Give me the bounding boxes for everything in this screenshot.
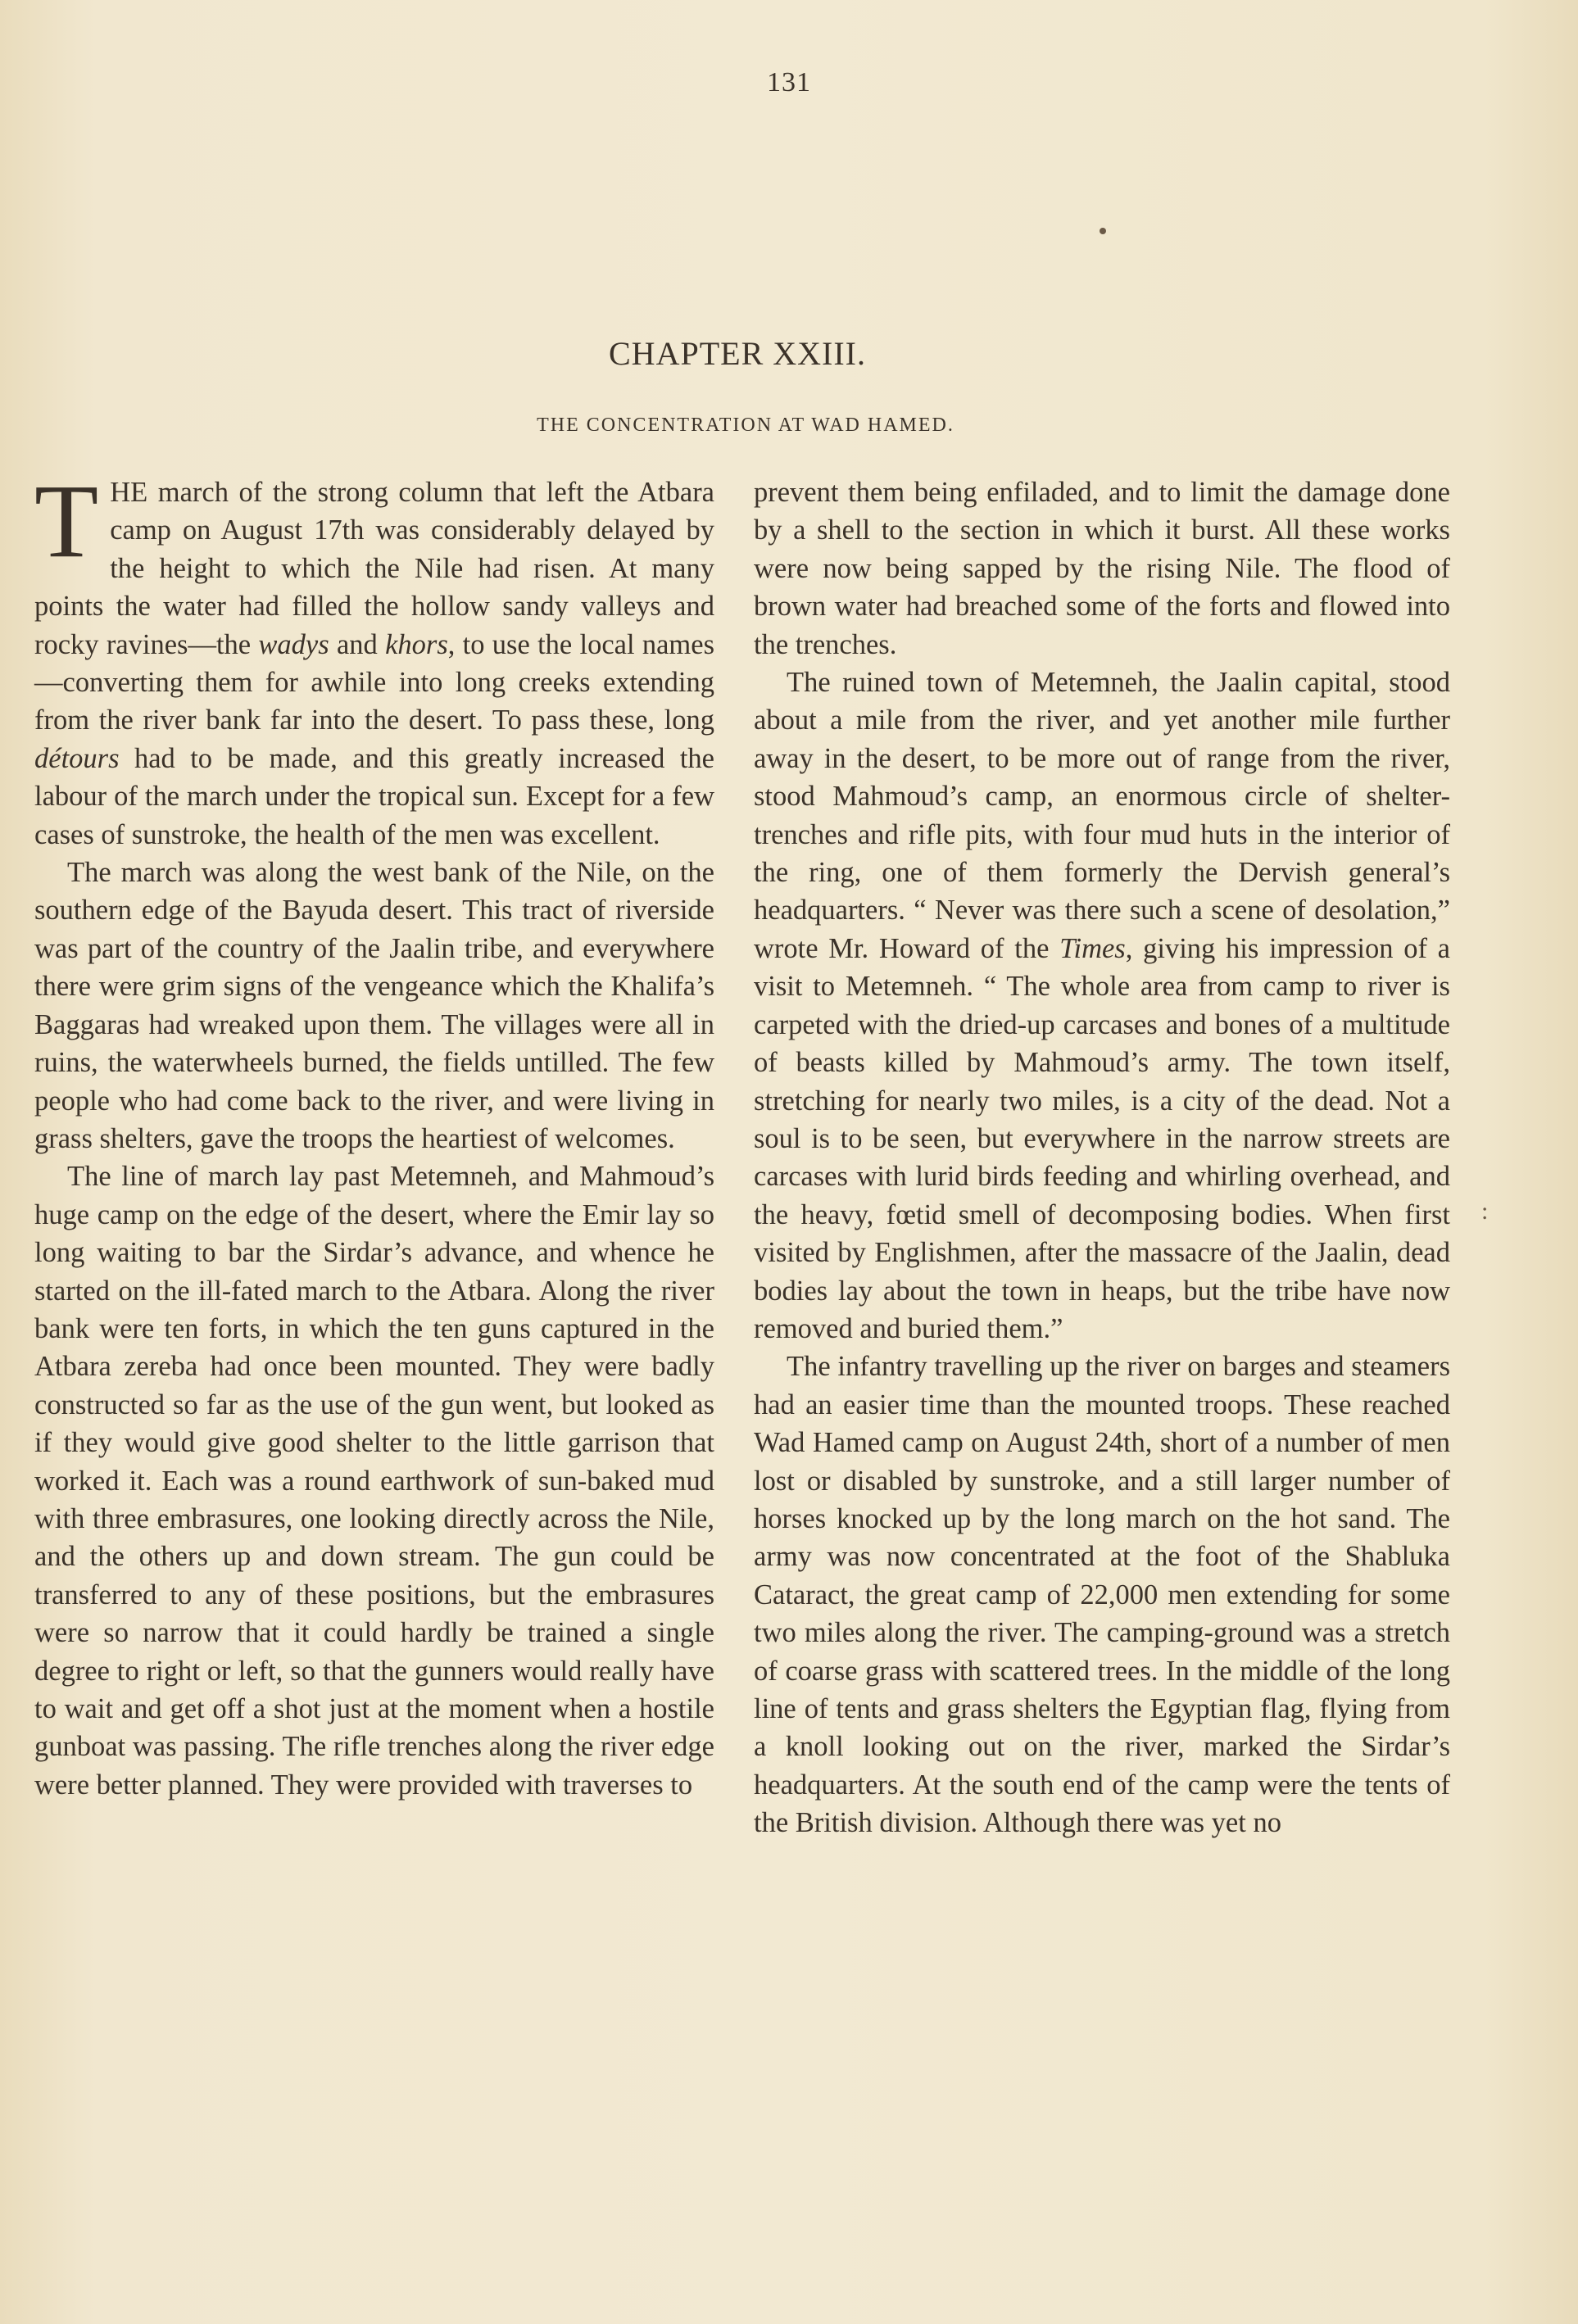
- paragraph: The line of march lay past Metemneh, and Mahmoud’s huge camp on the edge of the desert, where the Emir lay so long waiting to bar the Sirdar’s advance, and whence he started on the ill-fated march to the Atbara. Along the river bank were ten forts, in which the ten guns captured in the Atbara zereba had once been mounted. They were badly constructed so far as the use of the gun went, but looked as if they would give good shelter to the little garrison that worked it. Each was a round earthwork of sun-baked mud with three embrasures, one looking directly across the Nile, and the others up and down stream. The gun could be transferred to any of these positions, but the embrasures were so narrow that it could hardly be trained a single degree to right or left, so that the gunners would really have to wait and get off a shot just at the moment when a hostile gunboat was passing. The rifle trenches along the river edge were better planned. They were provided with traverses to: [34, 1161, 714, 1801]
- page-number: 131: [767, 67, 811, 97]
- paragraph: The ruined town of Metemneh, the Jaalin capital, stood about a mile from the river, and yet another mile further away in the desert, to be more out of range from the river, stood Mahmoud’s camp, an enormous circle of shelter-trenches and rifle pits, with four mud huts in the interior of the ring, one of them formerly the Dervish general’s headquarters. “ Never was there such a scene of desolation,” wrote Mr. Howard of the Times, giving his impression of a visit to Metemneh. “ The whole area from camp to river is carpeted with the dried-up carcases and bones of a multitude of beasts killed by Mahmoud’s army. The town itself, stretching for nearly two miles, is a city of the dead. Not a soul is to be seen, but everywhere in the narrow streets are carcases with lurid birds feeding and whirling overhead, and the heavy, fœtid smell of decomposing bodies. When first visited by Englishmen, after the massacre of the Jaalin, dead bodies lay about the town in heaps, but the tribe have now removed and buried them.”: [754, 667, 1450, 1344]
- paragraph: The infantry travelling up the river on barges and steamers had an easier time than the mounted troops. These reached Wad Hamed camp on August 24th, short of a number of men lost or disabled by sunstroke, and a still larger number of horses knocked up by the long march on the hot sand. The army was now concentrated at the foot of the Shabluka Cataract, the great camp of 22,000 men extending for some two miles along the river. The camping-ground was a stretch of coarse grass with scattered trees. In the middle of the long line of tents and grass shelters the Egyptian flag, flying from a knoll looking out on the river, marked the Sirdar’s headquarters. At the south end of the camp were the tents of the British division. Although there was yet no: [754, 1351, 1450, 1839]
- print-speck: [1100, 228, 1106, 234]
- chapter-title: CHAPTER XXIII.: [609, 335, 866, 372]
- paragraph: prevent them being enfiladed, and to limit the damage done by a shell to the section in which it burst. All these works were now being sapped by the rising Nile. The flood of brown water had breached some of the forts and flowed into the trenches.: [754, 477, 1450, 660]
- print-mark: :: [1481, 1198, 1489, 1225]
- paragraph: THE march of the strong column that left the Atbara camp on August 17th was considerably delayed by the height to which the Nile had risen. At many points the water had filled the hollow sandy valleys and rocky ravines—the wadys and khors, to use the local names—converting them for awhile into long creeks extending from the river bank far into the desert. To pass these, long détours had to be made, and this greatly increased the labour of the march under the tropical sun. Except for a few cases of sunstroke, the health of the men was excellent.: [34, 463, 714, 850]
- right-column: [754, 473, 1450, 1842]
- left-column: [34, 463, 714, 1804]
- drop-cap: T: [34, 463, 99, 579]
- chapter-subtitle: THE CONCENTRATION AT WAD HAMED.: [537, 415, 955, 436]
- paragraph: The march was along the west bank of the Nile, on the southern edge of the Bayuda desert. This tract of riverside was part of the country of the Jaalin tribe, and everywhere there were grim signs of the vengeance which the Khalifa’s Baggaras had wreaked upon them. The villages were all in ruins, the waterwheels burned, the fields untilled. The few people who had come back to the river, and were living in grass shelters, gave the troops the heartiest of welcomes.: [34, 857, 714, 1154]
